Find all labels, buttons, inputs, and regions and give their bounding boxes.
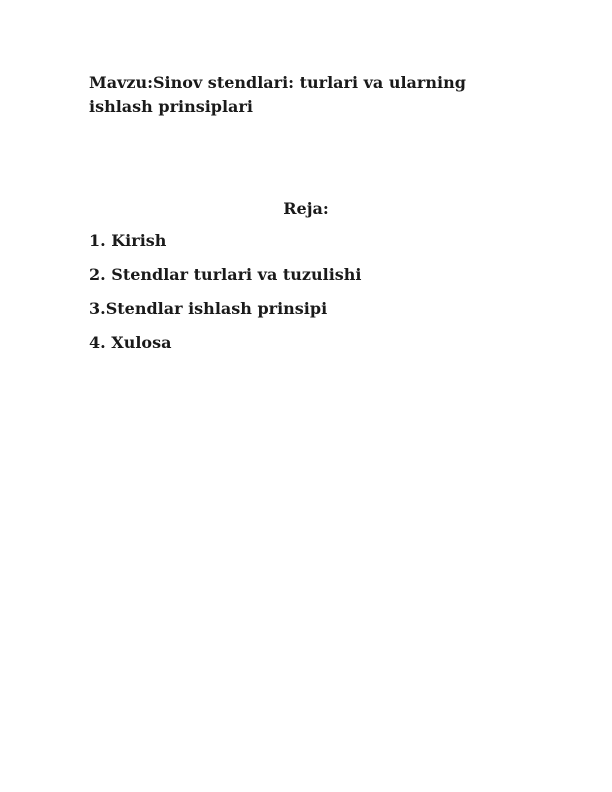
plan-item-types: 2. Stendlar turlari va tuzulishi <box>89 265 362 284</box>
plan-item-principle: 3.Stendlar ishlash prinsipi <box>89 299 328 318</box>
plan-heading: Reja: <box>283 199 329 218</box>
document-title: Mavzu:Sinov stendlari: turlari va ularning ishlash prinsiplari <box>89 73 466 116</box>
plan-item-intro: 1. Kirish <box>89 231 167 250</box>
plan-list <box>89 229 362 365</box>
plan-item-conclusion: 4. Xulosa <box>89 333 172 352</box>
